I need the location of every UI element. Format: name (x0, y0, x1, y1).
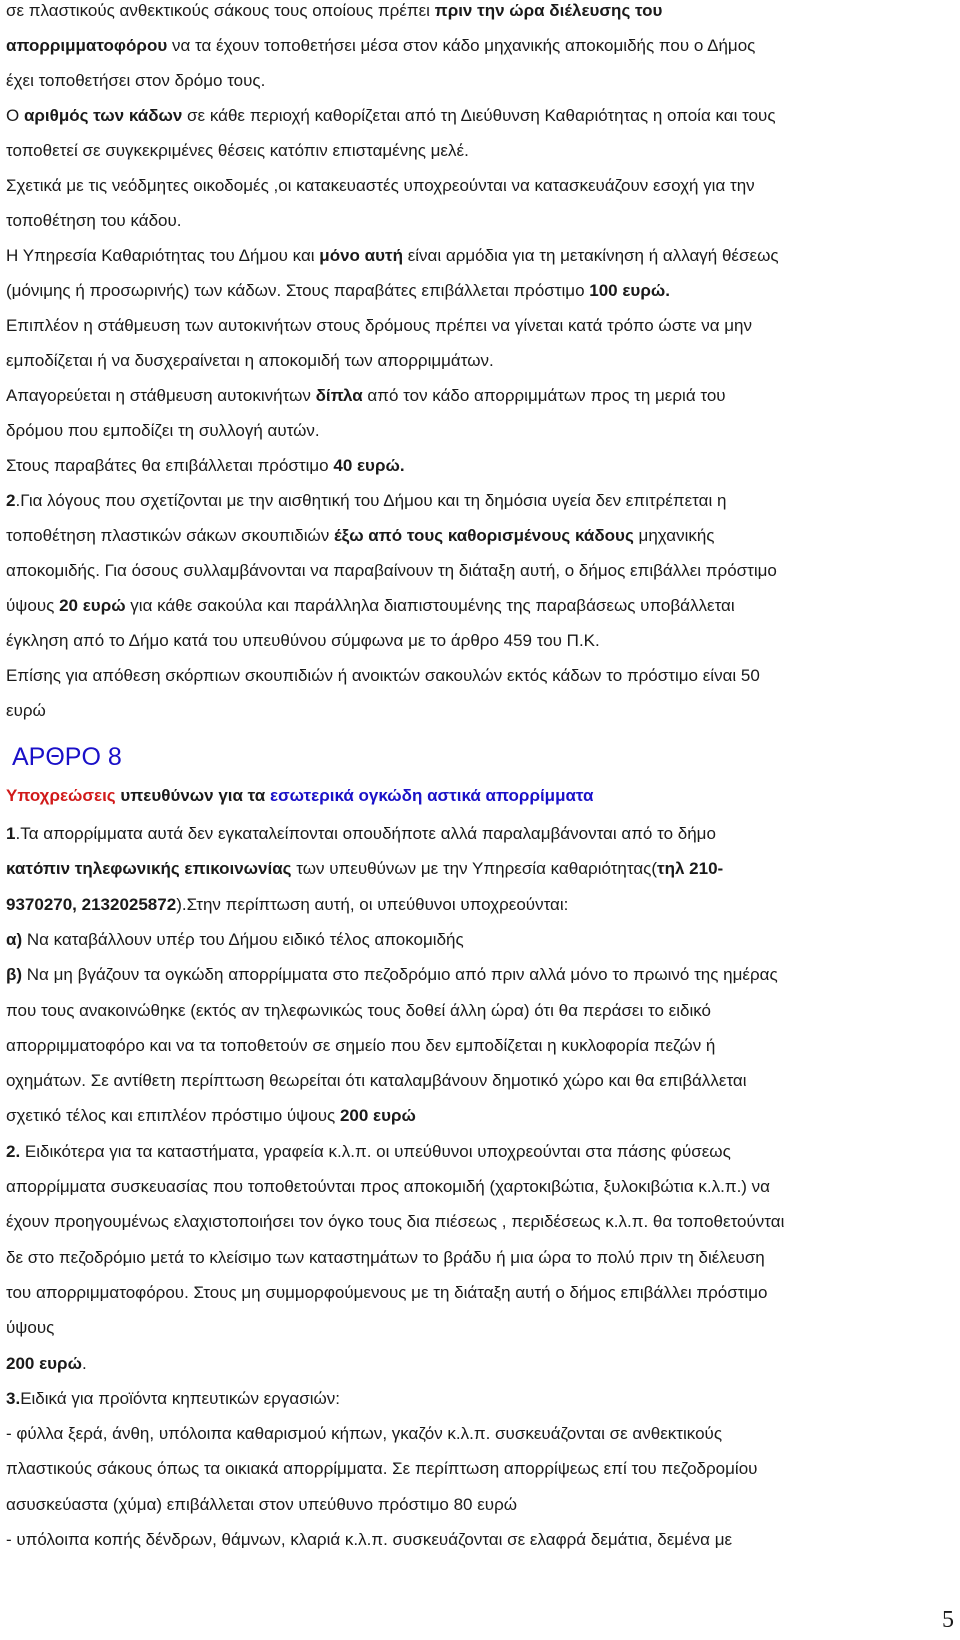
text-segment: 100 ευρώ. (589, 281, 670, 300)
text-segment: έχουν προηγουμένως ελαχιστοποιήσει τον όγκο τους δια πιέσεως , περιδέσεως κ.λ.π. θα τοποθετούνται (6, 1212, 785, 1232)
text-segment: του απορριμματοφόρου. Στους μη συμμορφούμενους με τη διάταξη αυτή ο δήμος επιβάλλει πρόστιμο (6, 1282, 768, 1302)
text-segment: Να καταβάλλουν υπέρ του Δήμου ειδικό τέλος αποκομιδής (22, 929, 464, 949)
text-segment: - υπόλοιπα κοπής δένδρων, θάμνων, κλαριά κ.λ.π. συσκευάζονται σε ελαφρά δεμάτια, δεμένα με (6, 1530, 733, 1549)
text-line (6, 245, 779, 267)
text-line (6, 1388, 340, 1410)
text-segment: - φύλλα ξερά, άνθη, υπόλοιπα καθαρισμού κήπων, γκαζόν κ.λ.π. συσκευάζονται σε ανθεκτικούς (6, 1424, 723, 1444)
text-segment: Ειδικά για προϊόντα κηπευτικών εργασιών: (20, 1388, 341, 1408)
text-segment: Ο (6, 106, 24, 125)
text-segment: οχημάτων. Σε αντίθετη περίπτωση θεωρείται ότι καταλαμβάνουν δημοτικό χώρο και θα επιβάλλεται (6, 1071, 747, 1091)
text-line (6, 630, 600, 652)
text-segment: σε κάθε περιοχή καθορίζεται από τη Διεύθυνση Καθαριότητας η οποία και τους (182, 106, 776, 125)
text-segment: ύψους (6, 1318, 55, 1338)
subtitle-part-3: εσωτερικά ογκώδη αστικά απορρίμματα (269, 786, 594, 805)
text-line (6, 1211, 784, 1233)
text-segment: 200 ευρώ (339, 1106, 416, 1126)
text-segment: απορριμματοφόρου (6, 36, 168, 55)
text-segment: 200 ευρώ (6, 1353, 82, 1373)
text-segment: 2 (6, 491, 16, 510)
text-segment: ευρώ (6, 701, 46, 720)
text-line (6, 1000, 711, 1022)
text-segment: των υπευθύνων με την Υπηρεσία καθαριότητας( (291, 859, 658, 879)
text-segment: αριθμός των κάδων (23, 106, 183, 125)
text-segment: .Για λόγους που σχετίζονται με την αισθητική του Δήμου και τη δημόσια υγεία δεν επιτρέπεται η (15, 491, 727, 510)
text-line (6, 210, 182, 232)
text-segment: Να μη βγάζουν τα ογκώδη απορρίμματα στο πεζοδρόμιο από πριν αλλά μόνο το πρωινό της ημέρας (22, 965, 778, 985)
text-line (6, 1105, 416, 1127)
text-line (6, 1317, 54, 1339)
text-line (6, 823, 716, 845)
text-segment: έγκληση από το Δήμο κατά του υπευθύνου σύμφωνα με το άρθρο 459 του Π.Κ. (6, 631, 600, 650)
text-line (6, 280, 670, 302)
text-line (6, 1035, 715, 1057)
text-segment: είναι αρμόδια για τη μετακίνηση ή αλλαγή θέσεως (402, 246, 779, 265)
text-line (6, 665, 760, 687)
text-line (6, 525, 715, 547)
text-segment: εμποδίζεται ή να δυσχεραίνεται η αποκομιδή των απορριμμάτων. (6, 351, 494, 370)
text-line (6, 35, 755, 57)
text-segment: που τους ανακοινώθηκε (εκτός αν τηλεφωνικώς τους δοθεί άλλη ώρα) ότι θα περάσει το ειδικό (6, 1000, 712, 1020)
text-line (6, 490, 726, 512)
text-segment: α) (6, 929, 23, 949)
text-line (6, 420, 320, 442)
text-segment: 2. (6, 1141, 21, 1161)
text-line (6, 894, 568, 916)
text-segment: 3. (6, 1388, 21, 1408)
text-line (6, 700, 46, 722)
text-line (6, 1176, 770, 1198)
text-segment: 1 (6, 824, 16, 843)
text-line (6, 1458, 757, 1480)
text-segment: Επιπλέον η στάθμευση των αυτοκινήτων στους δρόμους πρέπει να γίνεται κατά τρόπο ώστε να μην (6, 316, 752, 335)
text-segment: ).Στην περίπτωση αυτή, οι υπεύθυνοι υποχρεούνται: (176, 894, 569, 914)
text-line (6, 1247, 765, 1269)
text-line (6, 1070, 747, 1092)
text-line (6, 964, 778, 986)
text-segment: μηχανικής (633, 526, 715, 545)
text-line (6, 595, 735, 617)
text-segment: ύψους (6, 596, 60, 615)
text-segment: σχετικό τέλος και επιπλέον πρόστιμο ύψους (6, 1106, 340, 1126)
text-segment: . (81, 1353, 87, 1373)
text-segment: δίπλα (315, 386, 363, 405)
text-line (6, 455, 405, 477)
text-line (6, 929, 464, 951)
text-line (6, 105, 776, 127)
text-line (6, 315, 752, 337)
text-segment: Η Υπηρεσία Καθαριότητας του Δήμου και (6, 246, 320, 265)
text-line (6, 1529, 732, 1551)
text-segment: δρόμου που εμποδίζει τη συλλογή αυτών. (6, 421, 320, 440)
text-line (6, 1141, 731, 1163)
text-line (6, 858, 723, 880)
text-segment: ασυσκεύαστα (χύμα) επιβάλλεται στον υπεύθυνο πρόστιμο 80 ευρώ (6, 1494, 518, 1514)
text-segment: απορριμματοφόρο και να τα τοποθετούν σε σημείο που δεν εμποδίζεται η κυκλοφορία πεζών ή (6, 1035, 716, 1055)
text-line (6, 175, 755, 197)
text-line (6, 1423, 722, 1445)
article-subtitle (6, 785, 594, 807)
text-segment: Επίσης για απόθεση σκόρπιων σκουπιδιών ή ανοικτών σακουλών εκτός κάδων το πρόστιμο είναι 50 (6, 666, 760, 685)
article-title: ΑΡΘΡΟ 8 (12, 743, 122, 771)
text-line (6, 0, 662, 22)
text-segment: να τα έχουν τοποθετήσει μέσα στον κάδο μηχανικής αποκομιδής που ο Δήμος (167, 36, 756, 55)
text-segment: σε πλαστικούς ανθεκτικούς σάκους τους οποίους πρέπει (6, 1, 435, 20)
text-segment: 9370270, 2132025872 (6, 894, 177, 914)
text-segment: μόνο αυτή (319, 246, 403, 265)
text-segment: (μόνιμης ή προσωρινής) των κάδων. Στους παραβάτες επιβάλλεται πρόστιμο (6, 281, 590, 300)
text-segment: πριν την ώρα διέλευσης του (434, 1, 663, 20)
text-segment: Στους παραβάτες θα επιβάλλεται πρόστιμο (6, 456, 334, 475)
subtitle-part-1: Υποχρεώσεις (6, 786, 116, 805)
text-line (6, 1494, 517, 1516)
text-segment: έχει τοποθετήσει στον δρόμο τους. (6, 71, 266, 90)
text-segment: τοποθέτηση πλαστικών σάκων σκουπιδιών (6, 526, 334, 545)
text-segment: Ειδικότερα για τα καταστήματα, γραφεία κ.λ.π. οι υπεύθυνοι υποχρεούνται στα πάσης φύσεως (20, 1141, 731, 1161)
text-segment: για κάθε σακούλα και παράλληλα διαπιστουμένης της παραβάσεως υποβάλλεται (125, 596, 735, 615)
text-segment: 20 ευρώ (59, 596, 126, 615)
text-segment: τηλ 210- (657, 859, 724, 879)
text-segment: Σχετικά με τις νεόδμητες οικοδομές ,οι κατακευαστές υποχρεούνται να κατασκευάζουν εσοχή για την (6, 176, 755, 195)
text-segment: .Τα απορρίμματα αυτά δεν εγκαταλείπονται οπουδήποτε αλλά παραλαμβάνονται από το δήμο (15, 824, 716, 843)
text-segment: 40 ευρώ. (333, 456, 405, 475)
text-line (6, 140, 469, 162)
text-segment: πλαστικούς σάκους όπως τα οικιακά απορρίμματα. Σε περίπτωση απορρίψεως επί του πεζοδρομίου (6, 1459, 758, 1479)
text-segment: κατόπιν τηλεφωνικής επικοινωνίας (6, 859, 292, 879)
text-segment: από τον κάδο απορριμμάτων προς τη μεριά του (362, 386, 726, 405)
text-line (6, 1282, 767, 1304)
text-segment: τοποθετεί σε συγκεκριμένες θέσεις κατόπιν επισταμένης μελέ. (6, 141, 469, 160)
text-segment: απορρίμματα συσκευασίας που τοποθετούνται προς αποκομιδή (χαρτοκιβώτια, ξυλοκιβώτια κ.λ.π.) να (6, 1177, 771, 1196)
text-line (6, 350, 494, 372)
text-segment: τοποθέτηση του κάδου. (6, 211, 182, 230)
text-line (6, 560, 777, 582)
text-segment: β) (6, 965, 23, 985)
page-number: 5 (942, 1607, 954, 1633)
text-segment: δε στο πεζοδρόμιο μετά το κλείσιμο των καταστημάτων το βράδυ ή μια ώρα το πολύ πριν τη διέλευση (6, 1247, 765, 1267)
subtitle-part-2: υπευθύνων για τα (115, 786, 270, 805)
text-segment: αποκομιδής. Για όσους συλλαμβάνονται να παραβαίνουν τη διάταξη αυτή, ο δήμος επιβάλλει πρόστιμο (6, 561, 777, 580)
text-line (6, 385, 726, 407)
text-segment: Απαγορεύεται η στάθμευση αυτοκινήτων (6, 386, 316, 405)
text-line (6, 70, 265, 92)
text-segment: έξω από τους καθορισμένους κάδους (333, 526, 634, 545)
text-line (6, 1353, 87, 1375)
